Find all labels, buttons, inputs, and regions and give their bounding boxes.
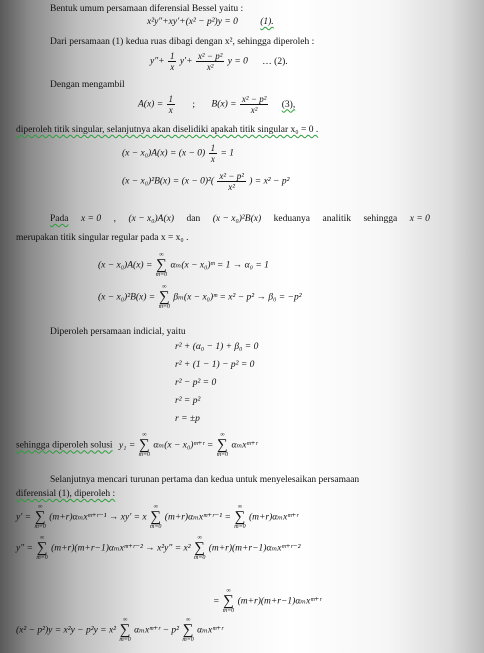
indicial-line	[175, 413, 200, 425]
fraction	[209, 143, 218, 164]
equation-2-tag: … (2).	[262, 56, 288, 67]
derivative-4-part: (x² − p²)y = x²y − p²y = x²	[16, 625, 117, 636]
fraction	[168, 51, 177, 72]
equation-5a	[98, 252, 269, 279]
analytic-word: x = 0	[409, 214, 430, 224]
indicial-text: Diperoleh persamaan indicial, yaitu	[50, 327, 186, 337]
fraction-denominator: x²	[206, 62, 214, 72]
summation-upper: ∞	[237, 504, 243, 510]
derivative-4-part: αₘxᵐ⁺ʳ	[197, 625, 224, 636]
fraction-numerator: 1	[168, 94, 174, 104]
summation-upper: ∞	[39, 535, 45, 541]
summation-sign	[217, 432, 228, 459]
definition-paragraph	[50, 79, 125, 91]
equation-1	[147, 16, 274, 28]
derivative-paragraph-line-2	[16, 488, 115, 500]
fraction-denominator: x	[170, 62, 175, 72]
equation-3-part: B(x) =	[211, 99, 237, 110]
summation-upper: ∞	[197, 535, 202, 541]
derivative-1	[16, 504, 298, 531]
indicial-line	[175, 359, 254, 371]
equation-4b-part: ) = x² − p²	[249, 176, 290, 187]
summation-sign	[156, 252, 167, 279]
analytic-word: analitik	[322, 214, 351, 224]
summation-upper: ∞	[226, 588, 231, 594]
summation-lower: m=0	[182, 637, 194, 643]
indicial-line	[175, 377, 216, 389]
derivative-2-part: y″ =	[16, 543, 33, 554]
derivative-paragraph-line-1	[50, 474, 359, 486]
summation-sign	[159, 284, 170, 311]
summation-lower: m=0	[193, 555, 206, 561]
summation-sign	[36, 535, 47, 562]
equation-4a-part: (x − x₀)A(x) = (x − 0)	[122, 148, 206, 159]
equation-4a-part: = 1	[220, 148, 234, 159]
equation-4b-part: (x − x₀)²B(x) = (x − 0)²(	[122, 176, 215, 187]
analytic-paragraph-line-2	[16, 232, 189, 244]
analytic-word: (x − x₀)A(x)	[128, 214, 175, 224]
equation-4b	[122, 171, 289, 192]
summation-lower: m=0	[222, 608, 235, 614]
fraction-denominator: x	[168, 105, 173, 115]
analytic-word: ,	[113, 214, 116, 224]
summation-symbol: ∑	[217, 437, 228, 453]
division-paragraph	[50, 36, 314, 48]
summation-symbol: ∑	[36, 540, 48, 556]
indicial-equation: r² + (α₀ − 1) + β₀ = 0	[175, 342, 259, 352]
summation-upper: ∞	[220, 432, 225, 438]
equation-2-part: y = 0	[227, 56, 248, 67]
summation-symbol: ∑	[156, 257, 167, 273]
division-text: Dari persamaan (1) kedua ruas dibagi dengan x², sehingga diperoleh :	[50, 37, 315, 47]
summation-symbol: ∑	[182, 622, 194, 638]
analytic-word: dan	[186, 214, 201, 224]
summation-upper: ∞	[159, 252, 164, 258]
equation-3-part: A(x) =	[138, 99, 164, 110]
derivative-3-part: =	[213, 596, 220, 607]
summation-sign	[150, 504, 161, 531]
derivative-3-part: (m+r)(m+r−1)αₘxᵐ⁺ʳ	[237, 596, 322, 607]
derivative-3	[213, 588, 321, 615]
summation-lower: m=0	[150, 524, 162, 530]
derivative-4-part: αₘxᵐ⁺ʳ − p²	[134, 625, 180, 636]
fraction-numerator: 1	[169, 51, 175, 61]
equation-5b-part: (x − x₀)²B(x) =	[98, 292, 156, 303]
analytic-word: keduanya	[273, 214, 311, 224]
equation-5a-part: αₘ(x − x₀)ᵐ = 1 → α₀ = 1	[170, 260, 269, 271]
summation-lower: m=0	[34, 524, 46, 530]
fraction-denominator: x²	[228, 182, 235, 192]
analytic-word: sehingga	[363, 214, 398, 224]
analytic-word: (x − x₀)²B(x)	[212, 214, 262, 224]
summation-sign	[194, 535, 205, 562]
summation-symbol: ∑	[158, 289, 170, 305]
intro-paragraph	[50, 3, 243, 15]
summation-upper: ∞	[38, 504, 43, 510]
indicial-equation: r² = p²	[175, 396, 201, 406]
indicial-equation: r² − p² = 0	[175, 378, 217, 388]
summation-lower: m=0	[36, 555, 48, 561]
equation-4a	[122, 143, 234, 164]
summation-upper: ∞	[185, 617, 191, 623]
summation-lower: m=0	[155, 272, 168, 278]
indicial-equation: r² + (1 − 1) − p² = 0	[175, 360, 255, 370]
summation-lower: m=0	[158, 304, 170, 310]
summation-upper: ∞	[142, 432, 147, 438]
summation-symbol: ∑	[234, 509, 246, 525]
derivative-1-part: y′ =	[16, 512, 32, 523]
solution-text: sehingga diperoleh solusi	[16, 440, 113, 451]
fraction-numerator: x² − p²	[219, 171, 244, 181]
summation-lower: m=0	[138, 452, 151, 458]
derivative-1-part: (m+r)αₘxᵐ⁺ʳ⁻¹ =	[164, 512, 231, 523]
fraction-denominator: x²	[250, 105, 258, 115]
solution-part: αₘ(x − x₀)ᵐ⁺ʳ =	[153, 440, 214, 451]
derivative-2	[16, 535, 300, 562]
summation-symbol: ∑	[194, 540, 205, 556]
fraction-denominator: x	[210, 154, 215, 164]
analytic-paragraph-line-1	[50, 213, 430, 225]
summation-symbol: ∑	[138, 437, 150, 453]
summation-symbol: ∑	[150, 509, 162, 525]
summation-sign	[182, 617, 193, 644]
equation-3-tag: (3),	[281, 99, 296, 110]
intro-text: Bentuk umum persamaan diferensial Bessel yaitu :	[50, 4, 244, 14]
derivative-1-part: (m+r)αₘxᵐ⁺ʳ	[249, 512, 299, 523]
fraction	[167, 94, 176, 115]
summation-sign	[139, 432, 150, 459]
singular-paragraph	[16, 124, 318, 136]
summation-symbol: ∑	[119, 622, 131, 638]
summation-lower: m=0	[216, 452, 229, 458]
solution-line	[16, 432, 258, 459]
analytic-word: x = 0	[80, 214, 102, 224]
fraction-numerator: x² − p²	[241, 94, 267, 104]
equation-5b	[98, 284, 302, 311]
equation-3-separator: ;	[192, 99, 196, 110]
indicial-paragraph	[50, 326, 186, 338]
summation-upper: ∞	[122, 617, 128, 623]
fraction	[217, 171, 245, 192]
bessel-equation: x²y″+xy′+(x² − p²)y = 0	[147, 17, 238, 27]
derivative-text: diferensial (1), diperoleh :	[16, 489, 116, 499]
equation-5b-part: βₘ(x − x₀)ᵐ = x² − p² → β₀ = −p²	[173, 292, 302, 303]
summation-symbol: ∑	[223, 593, 234, 609]
fraction	[240, 94, 268, 115]
summation-lower: m=0	[119, 637, 131, 643]
summation-sign	[234, 504, 245, 531]
fraction-numerator: 1	[210, 143, 216, 153]
equation-2-part: y′+	[179, 56, 193, 67]
derivative-2-part: (m+r)(m+r−1)αₘxᵐ⁺ʳ⁻² → x²y″ = x²	[51, 543, 191, 554]
indicial-equation: r = ±p	[175, 414, 200, 424]
summation-sign	[223, 588, 234, 615]
equation-3	[138, 94, 295, 115]
indicial-line	[175, 395, 200, 407]
analytic-text: merupakan titik singular regular pada x = x₀ .	[16, 233, 189, 243]
solution-part: αₘxᵐ⁺ʳ	[231, 440, 258, 451]
derivative-1-part: (m+r)αₘxᵐ⁺ʳ⁻¹ → xy′ = x	[49, 512, 147, 523]
equation-5a-part: (x − x₀)A(x) =	[98, 260, 153, 271]
summation-upper: ∞	[153, 504, 158, 510]
derivative-2-part: (m+r)(m+r−1)αₘxᵐ⁺ʳ⁻²	[208, 543, 301, 554]
fraction-numerator: x² − p²	[197, 51, 223, 61]
summation-upper: ∞	[162, 284, 167, 290]
equation-1-tag: (1).	[260, 17, 274, 27]
derivative-4	[16, 617, 223, 644]
definition-text: Dengan mengambil	[50, 80, 125, 90]
summation-lower: m=0	[234, 524, 246, 530]
singular-text: diperoleh titik singular, selanjutnya akan diselidiki apakah titik singular x₀ = 0 .	[16, 125, 319, 135]
indicial-line	[175, 341, 258, 353]
summation-symbol: ∑	[34, 509, 46, 525]
summation-sign	[34, 504, 45, 531]
fraction	[196, 51, 224, 72]
equation-2-part: y″+	[150, 56, 165, 67]
solution-part: y₁ =	[118, 440, 136, 451]
analytic-word: Pada	[50, 214, 69, 224]
equation-2	[150, 51, 288, 72]
summation-sign	[119, 617, 130, 644]
derivative-text: Selanjutnya mencari turunan pertama dan kedua untuk menyelesaikan persamaan	[50, 475, 360, 485]
